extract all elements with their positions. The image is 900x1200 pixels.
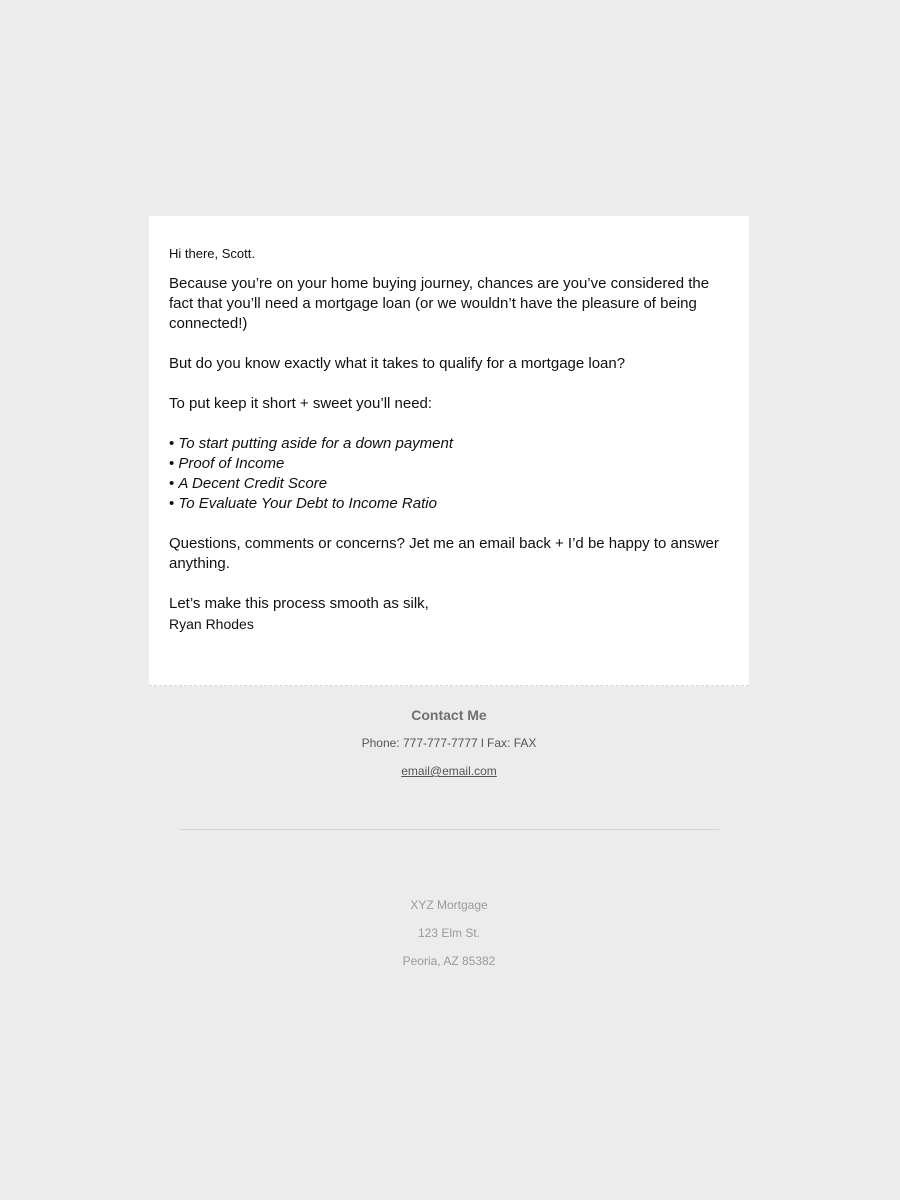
contact-title: Contact Me	[411, 707, 487, 723]
contact-phone-fax: Phone: 777-777-7777 l Fax: FAX	[361, 736, 537, 750]
requirements-list	[169, 434, 729, 514]
question-paragraph: But do you know exactly what it takes to qualify for a mortgage loan?	[169, 355, 626, 372]
company-name: XYZ Mortgage	[410, 898, 488, 912]
requirements-intro: To put keep it short + sweet you’ll need:	[169, 395, 433, 412]
signature: Ryan Rhodes	[169, 616, 254, 632]
intro-paragraph: Because you’re on your home buying journey, chances are you’ve considered the fact that you’ll need a mortgage loan (or we wouldn’t have the pleasure of being connected!)	[169, 275, 710, 332]
contact-email-wrapper	[149, 763, 749, 779]
questions-paragraph: Questions, comments or concerns? Jet me an email back + I’d be happy to answer anything.	[169, 535, 719, 572]
list-item: • Proof of Income	[169, 454, 729, 474]
contact-email-link[interactable]: email@email.com	[401, 764, 497, 778]
list-item: • A Decent Credit Score	[169, 474, 729, 494]
list-item: • To start putting aside for a down payment	[169, 434, 729, 454]
list-item: • To Evaluate Your Debt to Income Ratio	[169, 494, 729, 514]
email-body-card	[149, 216, 749, 686]
city-state-zip: Peoria, AZ 85382	[402, 954, 496, 968]
greeting: Hi there, Scott.	[169, 246, 255, 261]
street-address: 123 Elm St.	[417, 926, 481, 940]
closing-line: Let’s make this process smooth as silk,	[169, 595, 429, 612]
footer-divider	[179, 829, 719, 830]
